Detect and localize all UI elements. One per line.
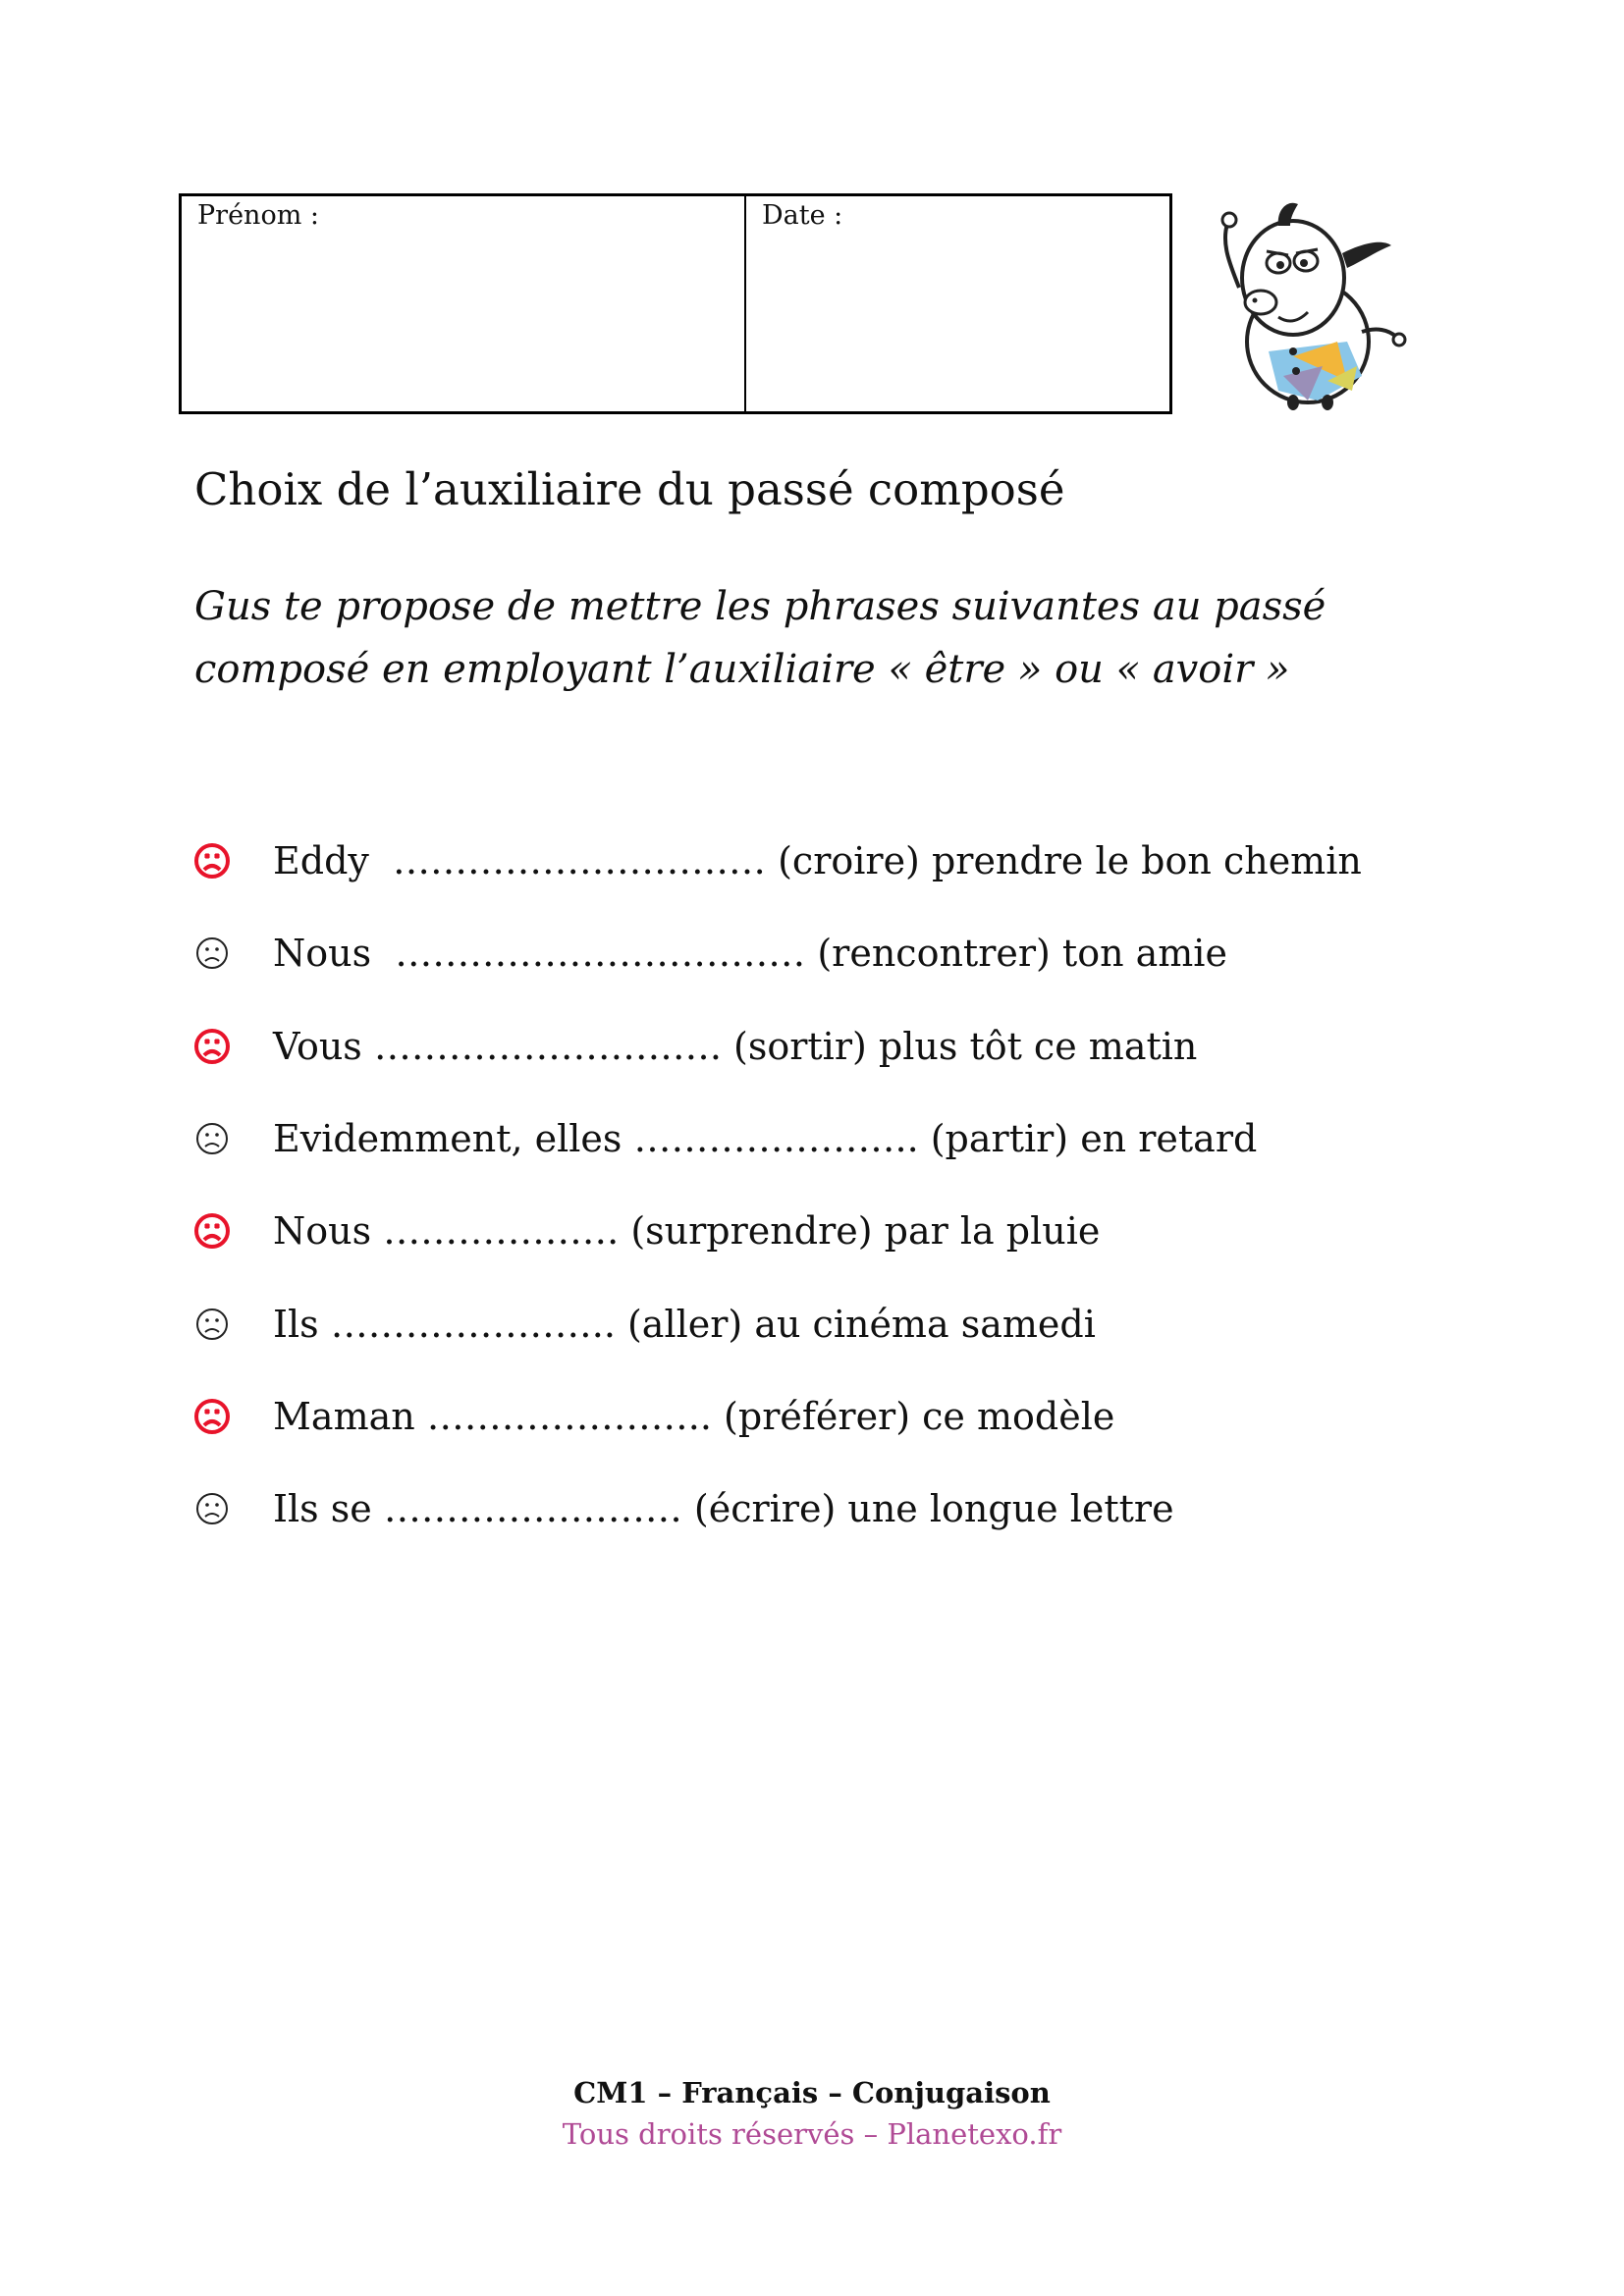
exercise-item bbox=[194, 907, 1362, 999]
exercise-item bbox=[194, 1093, 1362, 1185]
date-label: Date : bbox=[762, 200, 843, 231]
exercise-sentence: Vous ………………………. (sortir) plus tôt ce matin bbox=[273, 1024, 1198, 1068]
page-footer bbox=[0, 2076, 1624, 2151]
red-frown-icon bbox=[194, 843, 273, 879]
footer-course-label: CM1 – Français – Conjugaison bbox=[573, 2076, 1051, 2109]
red-frown-icon bbox=[194, 1029, 273, 1064]
exercise-item bbox=[194, 1370, 1362, 1463]
exercise-sentence: Eddy ………………………… (croire) prendre le bon chemin bbox=[273, 839, 1362, 883]
exercise-sentence: Ils ………………….. (aller) au cinéma samedi bbox=[273, 1302, 1096, 1346]
frown-icon bbox=[194, 935, 273, 971]
red-frown-icon bbox=[194, 1399, 273, 1434]
instruction-line-1: Gus te propose de mettre les phrases suivantes au passé bbox=[194, 584, 1326, 629]
exercise-item bbox=[194, 1277, 1362, 1369]
frown-icon bbox=[194, 1307, 273, 1342]
instruction-line-2: composé en employant l’auxiliaire « être » ou « avoir » bbox=[194, 647, 1290, 692]
exercise-item bbox=[194, 1463, 1362, 1555]
frown-icon bbox=[194, 1491, 273, 1526]
footer-copyright: Tous droits réservés – Planetexo.fr bbox=[562, 2117, 1062, 2151]
sheep-mascot-illustration bbox=[1200, 194, 1411, 420]
red-frown-icon bbox=[194, 1213, 273, 1249]
exercise-sentence: Nous ………………. (surprendre) par la pluie bbox=[273, 1209, 1101, 1254]
exercise-item bbox=[194, 815, 1362, 907]
exercise-sentence: Ils se …………………… (écrire) une longue lettre bbox=[273, 1487, 1174, 1531]
exercise-sentence: Evidemment, elles ………………….. (partir) en retard bbox=[273, 1117, 1258, 1161]
prenom-label: Prénom : bbox=[197, 200, 319, 231]
name-date-box bbox=[179, 193, 1172, 414]
prenom-field[interactable] bbox=[182, 196, 746, 411]
exercise-item bbox=[194, 1000, 1362, 1093]
worksheet-title: Choix de l’auxiliaire du passé composé bbox=[194, 463, 1065, 515]
date-field[interactable] bbox=[746, 196, 1169, 411]
exercise-sentence: Nous …………………………… (rencontrer) ton amie bbox=[273, 932, 1227, 976]
exercise-list bbox=[194, 815, 1362, 1555]
frown-icon bbox=[194, 1121, 273, 1156]
instruction-text bbox=[194, 575, 1422, 701]
exercise-item bbox=[194, 1185, 1362, 1277]
exercise-sentence: Maman ………………….. (préférer) ce modèle bbox=[273, 1394, 1115, 1438]
